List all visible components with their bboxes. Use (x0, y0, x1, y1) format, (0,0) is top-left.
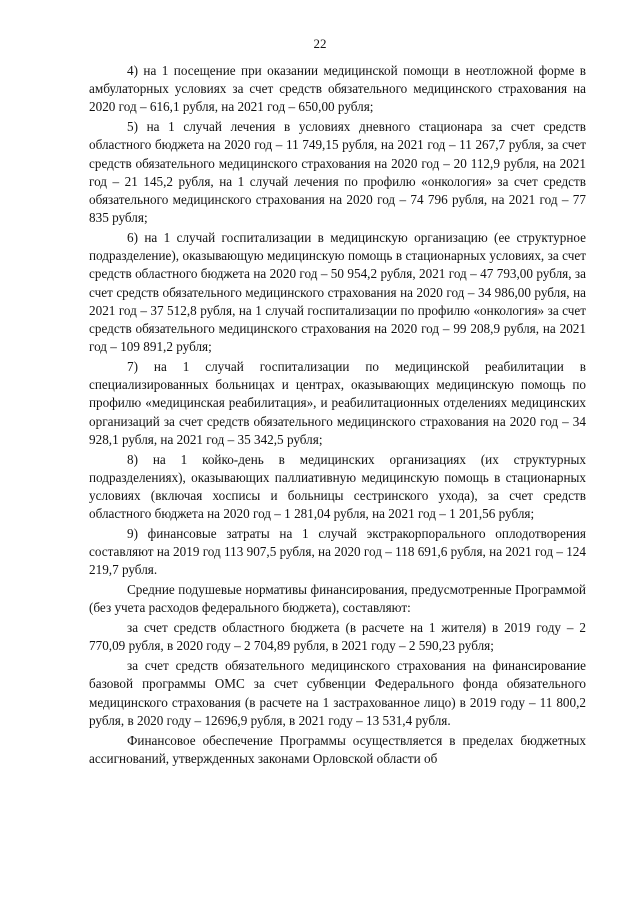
page-number: 22 (313, 36, 327, 51)
paragraph-item-5: 5) на 1 случай лечения в условиях дневного стационара за счет средств областного бюджета на 2020 год – 11 749,15 рубля, на 2021 год – 11 267,7 рубля, за счет средств обязательного медицинского страхования на 2020 год – 20 112,9 рубля, на 2021 год – 21 145,2 рубля, на 1 случай лечения по профилю «онкология» за счет средств обязательного медицинского страхования на 2020 год – 74 796 рубля, на 2021 год – 77 835 рубля; (89, 119, 586, 226)
paragraph-regional-budget: за счет средств областного бюджета (в расчете на 1 жителя) в 2019 году – 2 770,09 рубля, в 2020 году – 2 704,89 рубля, в 2021 году – 2 590,23 рубля; (89, 620, 586, 654)
paragraph-item-4: 4) на 1 посещение при оказании медицинской помощи в неотложной форме в амбулаторных условиях за счет средств обязательного медицинского страхования на 2020 год – 616,1 рубля, на 2021 год – 650,00 рубля; (89, 63, 586, 115)
paragraph-item-8: 8) на 1 койко-день в медицинских организациях (их структурных подразделениях), оказывающих паллиативную медицинскую помощь в стационарных условиях (включая хосписы и больницы сестринского ухода), за счет средств областного бюджета на 2020 год – 1 281,04 рубля, на 2021 год – 1 201,56 рубля; (89, 451, 586, 522)
paragraph-oms-funding: за счет средств обязательного медицинского страхования на финансирование базовой программы ОМС за счет субвенции Федерального фонда обязательного медицинского страхования (в расчете на 1 застрахованное лицо) в 2019 году – 11 800,2 рубля, в 2020 году – 12696,9 рубля, в 2021 году – 13 531,4 рубля. (89, 658, 586, 728)
paragraph-item-7: 7) на 1 случай госпитализации по медицинской реабилитации в специализированных больницах и центрах, оказывающих медицинскую помощь по профилю «медицинская реабилитация», и реабилитационных отделениях медицинских организаций за счет средств обязательного медицинского страхования на 2020 год – 34 928,1 рубля, на 2021 год – 35 342,5 рубля; (89, 359, 586, 447)
paragraph-item-9: 9) финансовые затраты на 1 случай экстракорпорального оплодотворения составляют на 2019 год 113 907,5 рубля, на 2020 год – 118 691,6 рубля, на 2021 год – 124 219,7 рубля. (89, 526, 586, 578)
document-body (89, 62, 586, 770)
paragraph-per-capita-intro: Средние подушевые нормативы финансирования, предусмотренные Программой (без учета расходов федерального бюджета), составляют: (89, 582, 586, 616)
paragraph-item-6: 6) на 1 случай госпитализации в медицинскую организацию (ее структурное подразделение), оказывающую медицинскую помощь в стационарных условиях, за счет средств областного бюджета на 2020 год – 50 954,2 рубля, 2021 год – 47 793,00 рубля, за счет средств обязательного медицинского страхования на 2020 год – 34 986,00 рубля, на 2021 год – 37 512,8 рубля, на 1 случай госпитализации по профилю «онкология» за счет средств обязательного медицинского страхования на 2020 год – 99 208,9 рубля, на 2021 год – 109 891,2 рубля; (89, 230, 586, 355)
paragraph-financial-provision: Финансовое обеспечение Программы осуществляется в пределах бюджетных ассигнований, утвержденных законами Орловской области об (89, 732, 586, 766)
